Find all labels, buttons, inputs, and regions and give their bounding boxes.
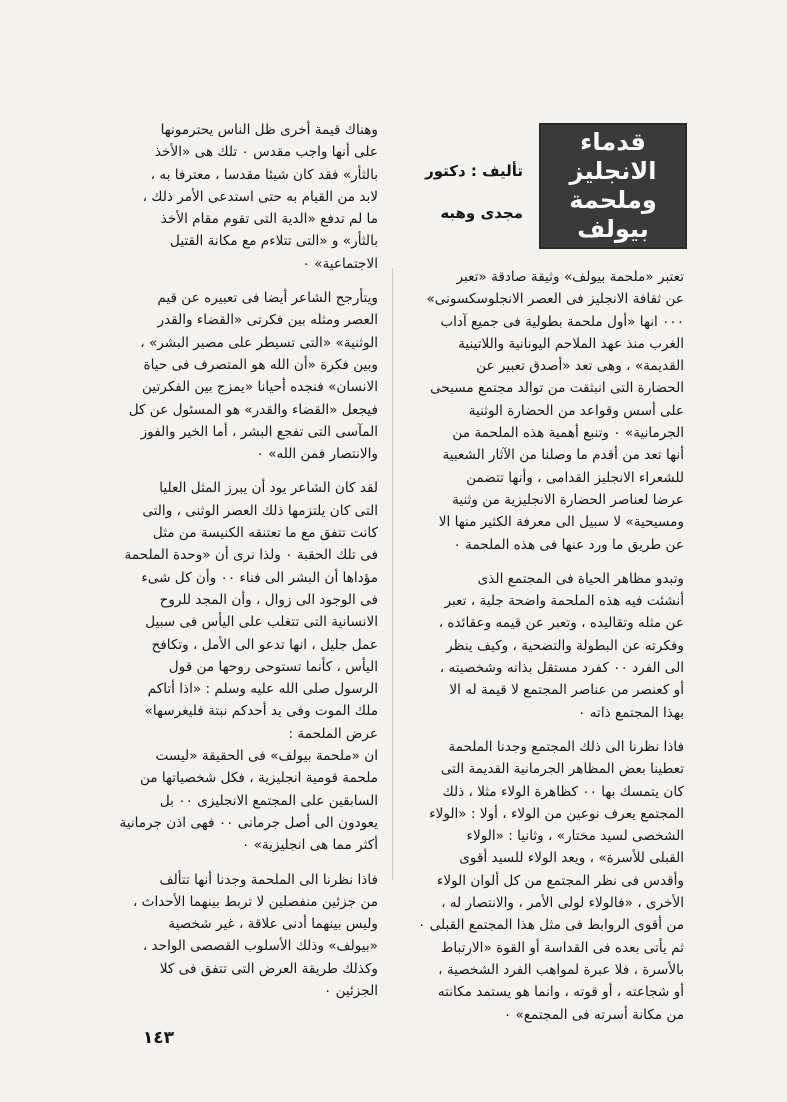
text-line: عرضا لعناصر الحضارة الانجليزية من وثنية xyxy=(452,491,684,508)
text-line: التى كان يلتزمها ذلك العصر الوثنى ، والتى xyxy=(142,502,378,519)
text-line: من أقوى الروابط فى مثل هذا المجتمع القبلى ٠ xyxy=(418,917,684,934)
text-line: الحضارة التى انبثقت من توالد مجتمع مسيحى xyxy=(430,380,684,397)
text-line: ان «ملحمة بيولف» فى الحقيقة «ليست xyxy=(155,748,378,765)
text-line: تعطينا بعض المظاهر الجرمانية القديمة التى xyxy=(440,761,684,778)
paragraph xyxy=(110,287,378,465)
text-line: ثم يأتى بعده فى القداسة أو القوة «الارتباط xyxy=(440,939,684,956)
text-line: لابد من القيام به حتى استدعى الأمر ذلك ، xyxy=(142,188,378,205)
title-line: قدماء xyxy=(580,128,646,156)
text-line: من جزئين منفصلين لا تربط بينهما الأحداث ، xyxy=(132,893,378,910)
paragraph xyxy=(402,568,684,724)
text-line: الانسان» فنجده أحيانا «يمزج بين الفكرتين xyxy=(142,379,378,396)
text-line: أو كعنصر من عناصر المجتمع لا قيمة له الا xyxy=(449,682,684,699)
text-line: ملك الموت وفى يد أحدكم نبتة فليغرسها» xyxy=(144,703,378,720)
text-line: فاذا نظرنا الى الملحمة وجدنا أنها تتألف xyxy=(159,871,378,888)
text-line: عن ثقافة الانجليز فى العصر الانجلوسكسونى» xyxy=(426,291,684,308)
text-line: أكثر مما هى انجليزية» ٠ xyxy=(241,837,378,854)
text-line: الأخرى ، «فالولاء لولى الأمر ، والانتصار له ، xyxy=(441,895,684,912)
text-line: ومسيحية» لا سبيل الى معرفة الكثير منها الا xyxy=(438,514,684,531)
right-column xyxy=(402,266,684,1026)
text-line: الوثنية» «التى تسيطر على مصير البشر» ، xyxy=(140,334,378,351)
text-line: عن طريق ما ورد عنها فى هذه الملحمة ٠ xyxy=(453,536,684,553)
text-line: بهذا المجتمع ذاته ٠ xyxy=(578,704,684,721)
text-line: الشخصى لسيد مختار» ، وثانيا : «الولاء xyxy=(466,828,684,845)
text-line: ما لم تدفع «الدية التى تقوم مقام الأخذ xyxy=(160,211,378,228)
paragraph xyxy=(402,266,684,556)
paragraph xyxy=(110,477,378,722)
text-line: فيجعل «القضاء والقدر» هو المسئول عن كل xyxy=(128,401,378,418)
text-line: القبلى للأسرة» ، ويعد الولاء للسيد أقوى xyxy=(459,850,684,867)
text-line: السابقين على المجتمع الانجليزى ٠٠ بل xyxy=(159,792,378,809)
text-line: القديمة» ، وهى تعد «أصدق تعبير عن xyxy=(476,358,684,375)
text-line: الجرمانية» ٠ وتنبع أهمية هذه الملحمة من xyxy=(452,425,684,442)
text-line: وأقدس فى نظر المجتمع من كل ألوان الولاء xyxy=(436,872,684,889)
author-label: تأليف : دكتور xyxy=(425,162,523,180)
left-column xyxy=(110,119,378,1002)
text-line: المجتمع يعرف نوعين من الولاء ، أولا : «الولاء xyxy=(429,805,684,822)
text-line: أو شجاعته ، أو قوته ، وانما هو يستمد مكانته xyxy=(437,984,684,1001)
text-line: فى الوجود الى زوال ، وأن المجد للروح xyxy=(159,591,378,608)
paragraph xyxy=(402,736,684,1026)
text-line: أنها تعد من أقدم ما وصلنا من الآثار الشعبية xyxy=(442,447,684,464)
text-line: يعودون الى أصل جرمانى ٠٠ فهى اذن جرمانية xyxy=(119,814,378,831)
title-line: بيولف xyxy=(577,215,649,243)
text-line: العصر ومثله بين فكرتى «القضاء والقدر xyxy=(157,312,378,329)
text-line: ويتأرجح الشاعر أيضا فى تعبيره عن قيم xyxy=(157,290,378,307)
text-line: لقد كان الشاعر يود أن يبرز المثل العليا xyxy=(159,480,378,497)
page-number: ١٤٣ xyxy=(142,1028,174,1048)
text-line: للشعراء الانجليز القدامى ، وأنها تتضمن xyxy=(466,469,684,486)
text-line: وفكرته عن البطولة والتضحية ، وكيف ينظر xyxy=(446,637,684,654)
column-divider xyxy=(392,268,393,880)
text-line: كانت تتفق مع ما تعتنقه الكنيسة من مثل xyxy=(152,525,378,542)
text-line: وتبدو مظاهر الحياة فى المجتمع الذى xyxy=(477,570,684,587)
text-line: ملحمة قومية انجليزية ، فكل شخصياتها من xyxy=(139,770,378,787)
text-line: كان يتمسك بها ٠٠ كظاهرة الولاء مثلا ، ذلك xyxy=(442,783,684,800)
paragraph xyxy=(110,745,378,856)
text-line: الى الفرد ٠٠ كفرد مستقل بذاته وشخصيته ، xyxy=(439,660,684,677)
text-line: وهناك قيمة أخرى ظل الناس يحترمونها xyxy=(160,122,378,138)
text-line: الانسانية التى تتغلب على اليأس فى سبيل xyxy=(145,614,378,631)
text-line: المآسى التى تفجع البشر ، أما الخير والفوز xyxy=(140,423,378,440)
title-line: الانجليز xyxy=(569,157,657,185)
text-line: بالثأر» و «التى تتلاءم مع مكانة القتيل xyxy=(170,233,378,250)
text-line: ٠٠٠ انها «أول ملحمة بطولية فى جميع آداب xyxy=(440,313,684,330)
text-line: عن مثله وتقاليده ، وتعبر عن قيمه وعقائده ، xyxy=(438,615,684,632)
paragraph xyxy=(110,869,378,1003)
text-line: بالأسرة ، فلا عبرة لمواهب الفرد الشخصية ، xyxy=(438,961,684,978)
left-column-before-heading xyxy=(110,119,378,723)
text-line: فاذا نظرنا الى ذلك المجتمع وجدنا الملحمة xyxy=(448,738,684,755)
text-line: «بيولف» وذلك الأسلوب القصصى الواحد ، xyxy=(142,938,378,955)
text-line: وكذلك طريقة العرض التى تتفق فى كلا xyxy=(159,960,378,977)
paragraph xyxy=(110,119,378,275)
text-line: فى تلك الحقبة ٠ ولذا نرى أن «وحدة الملحمة xyxy=(124,547,378,564)
article-title xyxy=(543,128,683,244)
text-line: وليس بينهما أدنى علاقة ، غير شخصية xyxy=(168,916,378,933)
text-line: على أنها واجب مقدس ٠ تلك هى «الأخذ xyxy=(154,144,378,161)
text-line: الجزئين ٠ xyxy=(323,982,378,999)
text-line: وبين فكرة «أن الله هو المتصرف فى حياة xyxy=(143,356,378,373)
text-line: مؤداها أن البشر الى فناء ٠٠ وأن كل شىء xyxy=(141,569,378,586)
text-line: بالثأر» فقد كان شيئا مقدسا ، معترفا به ، xyxy=(150,166,378,183)
text-line: على أسس وقواعد من الحضارة الوثنية xyxy=(468,402,684,419)
left-column-after-heading xyxy=(110,745,378,1002)
text-line: الرسول صلى الله عليه وسلم : «اذا أتاكم xyxy=(147,681,378,698)
section-heading: عرض الملحمة : xyxy=(288,725,378,742)
text-line: والانتصار فمن الله» ٠ xyxy=(256,446,378,463)
title-line: وملحمة xyxy=(569,186,657,214)
text-line: أنشئت فيه هذه الملحمة واضحة جلية ، تعبر xyxy=(444,593,684,610)
text-line: الاجتماعية» ٠ xyxy=(302,255,378,272)
text-line: اليأس ، كأنما تستوحى روحها من قول xyxy=(168,658,378,675)
author-name: مجدى وهبه xyxy=(440,204,523,222)
text-line: من مكانة أسرته فى المجتمع» ٠ xyxy=(503,1006,684,1023)
text-line: الغرب منذ عهد الملاحم اليونانية واللاتينية xyxy=(458,335,684,352)
text-line: عمل جليل ، انها تدعو الى الأمل ، وتكافح xyxy=(151,636,378,653)
text-line: تعتبر «ملحمة بيولف» وثيقة صادقة «تعبر xyxy=(456,269,684,285)
article-title-box xyxy=(539,123,687,249)
author-byline xyxy=(408,150,523,234)
